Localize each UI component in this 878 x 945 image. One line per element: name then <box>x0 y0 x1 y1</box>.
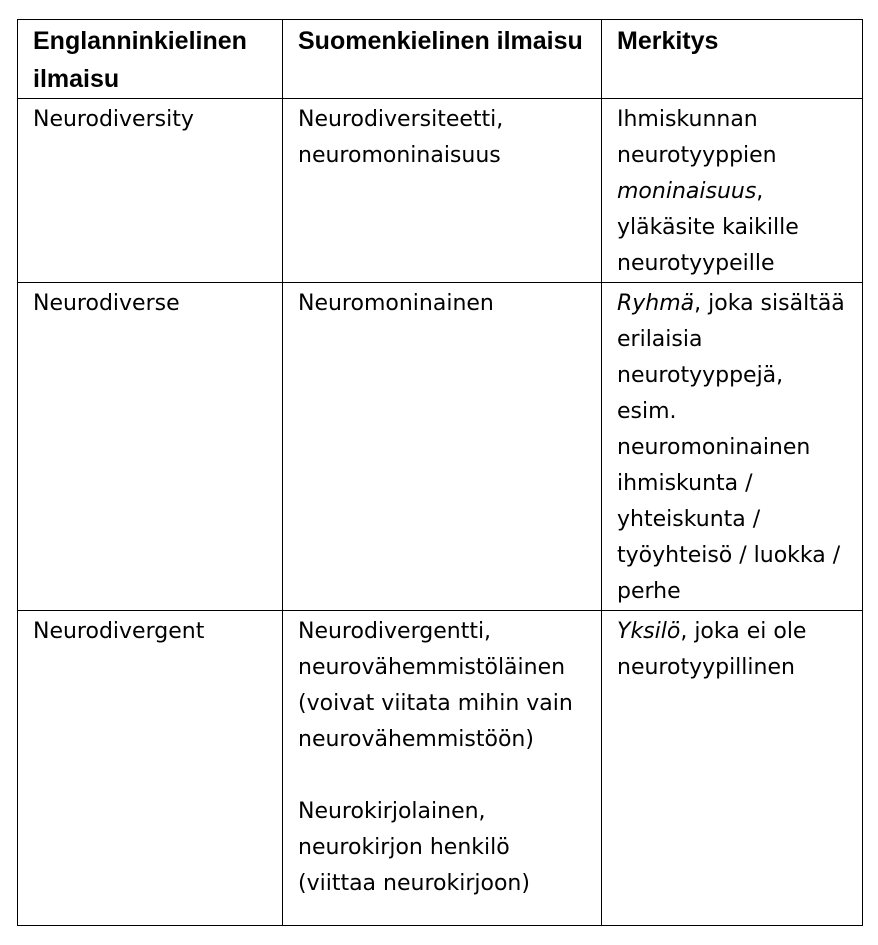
table-row <box>18 99 863 283</box>
header-finnish: Suomenkielinen ilmaisu <box>283 20 602 99</box>
header-english: Englanninkielinen ilmaisu <box>18 20 283 99</box>
finnish-term: Neuromoninainen <box>283 283 602 611</box>
paragraph-gap <box>298 758 587 794</box>
table-row <box>18 283 863 611</box>
meaning-cell <box>602 99 863 283</box>
meaning-text: , joka ei ole neurotyypillinen <box>617 619 807 680</box>
meaning-cell <box>602 611 863 926</box>
english-term: Neurodivergent <box>18 611 283 926</box>
meaning-text: Ihmiskunnan neurotyyppien <box>617 107 777 168</box>
header-meaning: Merkitys <box>602 20 863 99</box>
terminology-table <box>17 19 863 926</box>
meaning-text: , joka sisältää erilaisia neurotyyppejä, esim. neuromoninainen ihmiskunta / yhteiskunta / työyhteisö / luokka / perhe <box>617 291 845 604</box>
english-term: Neurodiversity <box>18 99 283 283</box>
meaning-cell <box>602 283 863 611</box>
meaning-emphasis: Ryhmä <box>617 291 695 316</box>
finnish-term-cell <box>283 611 602 926</box>
meaning-text: , yläkäsite kaikille neurotyypeille <box>617 179 799 276</box>
meaning-emphasis: Yksilö <box>617 619 681 644</box>
english-term: Neurodiverse <box>18 283 283 611</box>
finnish-term: Neurodivergentti, neurovähemmistöläinen (voivat viitata mihin vain neurovähemmistöön) <box>298 619 573 752</box>
finnish-term-extra: Neurokirjolainen, neurokirjon henkilö (viittaa neurokirjoon) <box>298 799 530 896</box>
finnish-term: Neurodiversiteetti, neuromoninaisuus <box>283 99 602 283</box>
header-row <box>18 20 863 99</box>
meaning-emphasis: moninaisuus <box>617 179 757 204</box>
table-row <box>18 611 863 926</box>
